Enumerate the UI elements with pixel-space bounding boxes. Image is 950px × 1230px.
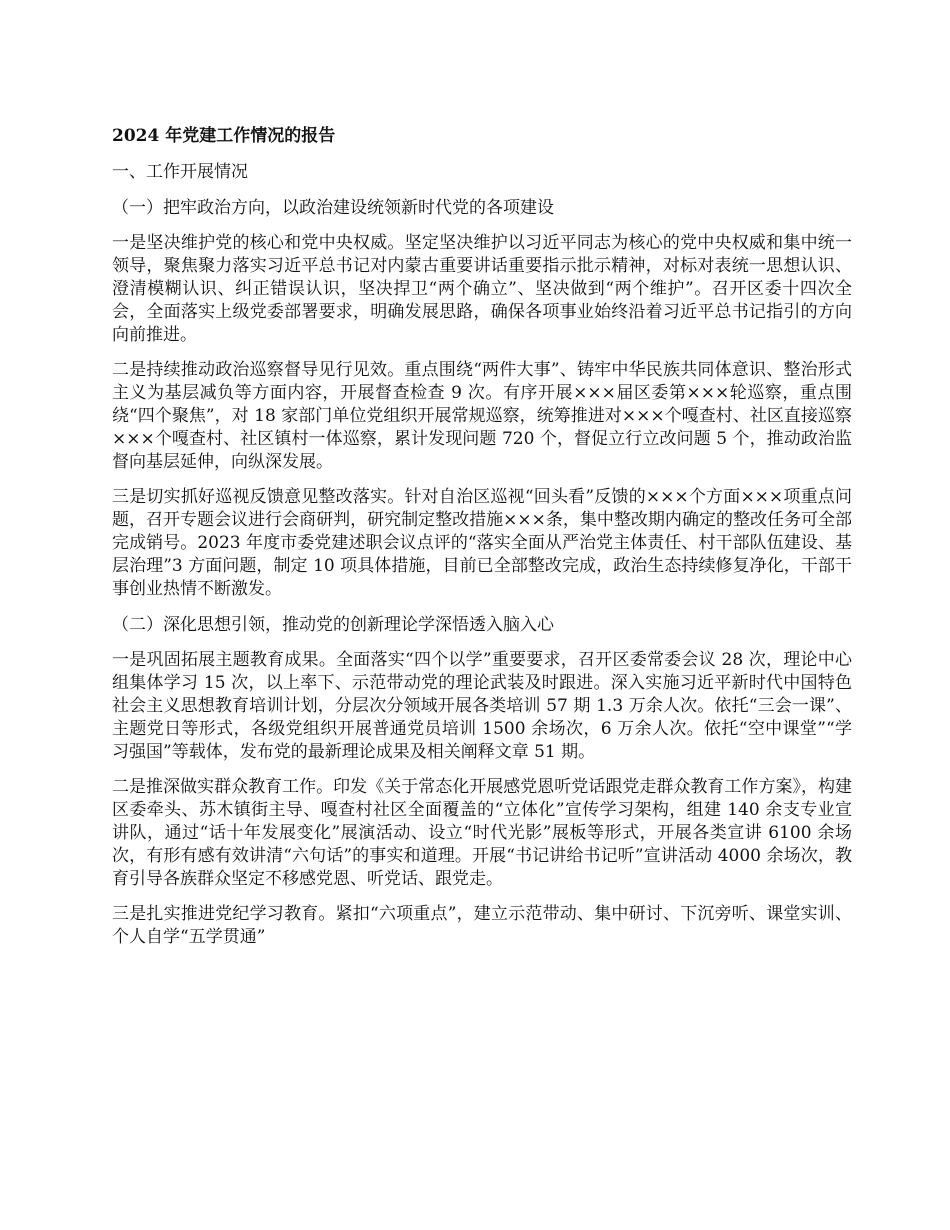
subsection-heading-2: （二）深化思想引领，推动党的创新理论学深悟透入脑入心 bbox=[112, 615, 554, 635]
document-title: 2024 年党建工作情况的报告 bbox=[112, 126, 336, 146]
paragraph-5: 二是推深做实群众教育工作。印发《关于常态化开展感党恩听党话跟党走群众教育工作方案》，构建区委牵头、苏木镇街主导、嘎查村社区全面覆盖的“立体化”宣传学习架构，组建 140 余支专业宣讲队，通过“话十年发展变化”展演活动、设立“时代光影”展板等形式，开展各类宣讲 6100 余场次，有形有感有效讲清“六句话”的事实和道理。开展“书记讲给书记听”宣讲活动 4000 余场次，教育引导各族群众坚定不移感党恩、听党话、跟党走。 bbox=[112, 777, 852, 889]
subsection-heading-1: （一）把牢政治方向，以政治建设统领新时代党的各项建设 bbox=[112, 198, 554, 218]
paragraph-3: 三是切实抓好巡视反馈意见整改落实。针对自治区巡视“回头看”反馈的×××个方面×××项重点问题，召开专题会议进行会商研判，研究制定整改措施×××条，集中整改期内确定的整改任务可全部完成销号。2023 年度市委党建述职会议点评的“落实全面从严治党主体责任、村干部队伍建设、基层治理”3 方面问题，制定 10 项具体措施，目前已全部整改完成，政治生态持续修复净化，干部干事创业热情不断激发。 bbox=[112, 487, 852, 599]
paragraph-2: 二是持续推动政治巡察督导见行见效。重点围绕“两件大事”、铸牢中华民族共同体意识、整治形式主义为基层减负等方面内容，开展督查检查 9 次。有序开展×××届区委第×××轮巡察，重点围绕“四个聚焦”，对 18 家部门单位党组织开展常规巡察，统筹推进对×××个嘎查村、社区直接巡察×××个嘎查村、社区镇村一体巡察，累计发现问题 720 个，督促立行立改问题 5 个，推动政治监督向基层延伸，向纵深发展。 bbox=[112, 360, 852, 472]
document-page bbox=[112, 124, 852, 961]
paragraph-1: 一是坚决维护党的核心和党中央权威。坚定坚决维护以习近平同志为核心的党中央权威和集中统一领导，聚焦聚力落实习近平总书记对内蒙古重要讲话重要指示批示精神，对标对表统一思想认识、澄清模糊认识、纠正错误认识，坚决捍卫“两个确立”、坚决做到“两个维护”。召开区委十四次全会，全面落实上级党委部署要求，明确发展思路，确保各项事业始终沿着习近平总书记指引的方向向前推进。 bbox=[112, 233, 852, 345]
paragraph-6: 三是扎实推进党纪学习教育。紧扣“六项重点”，建立示范带动、集中研讨、下沉旁听、课堂实训、个人自学“五学贯通” bbox=[112, 904, 852, 947]
paragraph-4: 一是巩固拓展主题教育成果。全面落实“四个以学”重要要求，召开区委常委会议 28 次，理论中心组集体学习 15 次，以上率下、示范带动党的理论武装及时跟进。深入实施习近平新时代中国特色社会主义思想教育培训计划，分层次分领域开展各类培训 57 期 1.3 万余人次。依托“三会一课”、主题党日等形式，各级党组织开展普通党员培训 1500 余场次，6 万余人次。依托“空中课堂”“学习强国”等载体，发布党的最新理论成果及相关阐释文章 51 期。 bbox=[112, 650, 852, 762]
section-heading-1: 一、工作开展情况 bbox=[112, 162, 248, 182]
